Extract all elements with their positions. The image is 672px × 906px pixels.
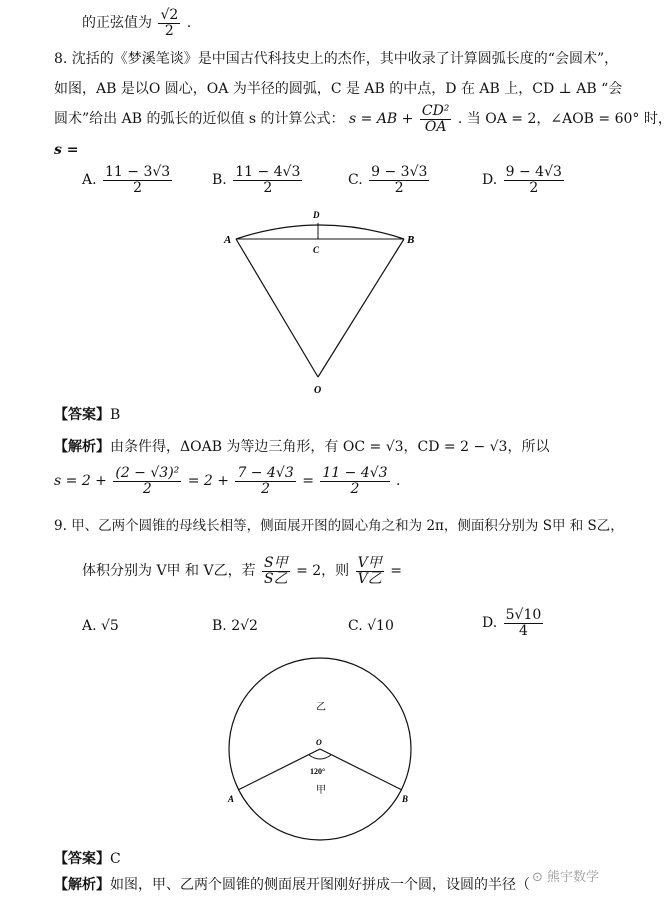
answer-label: 【答案】: [54, 851, 110, 867]
option-fraction: [369, 165, 429, 195]
label-yi: 乙: [316, 702, 326, 713]
label-o: O: [314, 385, 322, 396]
q9-ratio-v: [356, 556, 384, 586]
label-b: B: [402, 794, 409, 804]
option-letter: C.: [348, 172, 363, 189]
option-den: 2: [263, 179, 273, 196]
option-fraction: [233, 165, 302, 195]
q8-sector-figure: [220, 205, 420, 400]
option-den: 4: [519, 622, 528, 639]
q8-line-3b: . 当 OA = 2，∠AOB = 60° 时，: [457, 111, 672, 128]
q9-option-c[interactable]: [348, 618, 394, 634]
option-letter: B.: [212, 618, 227, 634]
prev-fraction: [158, 8, 180, 38]
option-den: 2: [529, 179, 539, 196]
q8-option-d[interactable]: [482, 165, 566, 195]
radius-ob: [320, 749, 402, 790]
q8-option-b[interactable]: [212, 165, 304, 195]
q8-analysis-line-2: [54, 466, 400, 496]
q9-option-b[interactable]: [212, 618, 258, 634]
option-fraction: [504, 608, 544, 638]
q9-line-2a: 体积分别为 V甲 和 V乙，若: [82, 563, 256, 580]
option-num: 5√10: [505, 607, 542, 623]
q8-line-4: s =: [54, 142, 79, 158]
watermark-text: 熊宇数学: [547, 870, 600, 885]
analysis-fraction-1: [113, 466, 181, 496]
option-den: 2: [394, 179, 404, 196]
option-text: √10: [367, 618, 394, 634]
q8-option-c[interactable]: [348, 165, 431, 195]
radius-oa: [236, 239, 318, 377]
q9-line-2b: = 2，则: [296, 563, 350, 580]
previous-answer-tail: [82, 8, 191, 38]
q9-line-2c: =: [390, 563, 402, 580]
label-c: C: [313, 245, 320, 255]
angle-arc: [309, 755, 331, 759]
q8-line-1: 8. 沈括的《梦溪笔谈》是中国古代科技史上的杰作，其中收录了计算圆弧长度的“会圆术”，: [54, 51, 619, 67]
frac-num: S甲: [264, 555, 288, 571]
option-fraction: [504, 165, 564, 195]
q8-line-2: 如图，AB 是以O 圆心，OA 为半径的圆弧，C 是 AB 的中点，D 在 AB 上，CD ⊥ AB “会: [54, 81, 623, 97]
option-text: 2√2: [231, 618, 258, 634]
label-a: A: [228, 794, 235, 804]
option-letter: A.: [82, 618, 97, 634]
q8-formula-lhs: s = AB +: [349, 111, 414, 128]
radius-oa: [238, 749, 320, 790]
frac-den: 2: [261, 480, 271, 497]
q8-option-a[interactable]: [82, 165, 174, 195]
analysis-mid-1: = 2 +: [187, 473, 229, 490]
option-letter: D.: [482, 172, 498, 189]
label-jia: 甲: [316, 785, 326, 796]
q9-option-d[interactable]: [482, 608, 545, 638]
frac-den: V乙: [357, 570, 382, 587]
answer-value: B: [110, 407, 121, 423]
analysis-end: .: [396, 473, 401, 490]
prev-frac-den: 2: [164, 22, 174, 39]
q8-formula-fraction: [420, 104, 452, 134]
watermark-icon: ⊙: [532, 870, 543, 885]
label-b: B: [407, 234, 415, 246]
frac-den: S乙: [264, 570, 288, 587]
radius-ob: [318, 239, 404, 377]
analysis-s: s = 2 +: [54, 473, 107, 490]
analysis-text: 由条件得，ΔOAB 为等边三角形，有 OC = √3，CD = 2 − √3，所以: [110, 439, 550, 455]
option-num: 9 − 4√3: [505, 164, 562, 180]
frac-den: 2: [142, 480, 152, 497]
frac-num: 7 − 4√3: [237, 465, 294, 481]
analysis-mid-2: =: [302, 473, 314, 490]
q8-analysis-line-1: [54, 436, 549, 456]
answer-value: C: [110, 851, 121, 867]
q9-option-a[interactable]: [82, 618, 119, 634]
option-fraction: [103, 165, 172, 195]
option-num: 11 − 4√3: [235, 164, 301, 180]
analysis-fraction-3: [320, 466, 389, 496]
option-letter: D.: [482, 615, 498, 632]
prev-frac-num: √2: [160, 7, 179, 23]
q9-analysis-line-1: [54, 874, 530, 894]
label-a: A: [224, 234, 232, 246]
answer-label: 【答案】: [54, 407, 110, 423]
frac-num: (2 − √3)²: [115, 465, 180, 481]
option-letter: B.: [212, 172, 227, 189]
option-letter: A.: [82, 172, 97, 189]
prev-text: 的正弦值为: [82, 15, 152, 32]
analysis-label: 【解析】: [54, 877, 110, 893]
label-o: O: [316, 738, 322, 747]
frac-num: V甲: [357, 555, 382, 571]
q8-line-3: [54, 104, 672, 134]
prev-end: .: [186, 15, 192, 32]
label-angle: 120°: [310, 767, 326, 776]
q9-answer: [54, 848, 121, 868]
option-text: √5: [101, 618, 119, 634]
option-num: 11 − 3√3: [105, 164, 171, 180]
analysis-label: 【解析】: [54, 439, 110, 455]
q8-formula-den: OA: [424, 118, 447, 135]
label-d: D: [313, 210, 320, 220]
frac-den: 2: [350, 480, 360, 497]
q8-line-3a: 圆术”给出 AB 的弧长的近似值 s 的计算公式：: [54, 111, 345, 128]
analysis-text: 如图，甲、乙两个圆锥的侧面展开图刚好拼成一个圆，设圆的半径（: [110, 877, 530, 893]
q9-line-2: [82, 556, 402, 586]
q9-line-1: 9. 甲、乙两个圆锥的母线长相等，侧面展开图的圆心角之和为 2π，侧面积分别为 S甲 和 S乙，: [54, 518, 624, 534]
q9-circle-figure: [220, 652, 420, 847]
q9-ratio-s: [262, 556, 290, 586]
watermark: [532, 866, 599, 885]
option-num: 9 − 3√3: [371, 164, 428, 180]
option-den: 2: [133, 179, 143, 196]
arc-ab: [236, 225, 404, 239]
q8-answer: [54, 404, 120, 424]
option-letter: C.: [348, 618, 363, 634]
analysis-fraction-2: [235, 466, 295, 496]
frac-num: 11 − 4√3: [322, 465, 388, 481]
q8-formula-num: CD²: [421, 103, 450, 119]
